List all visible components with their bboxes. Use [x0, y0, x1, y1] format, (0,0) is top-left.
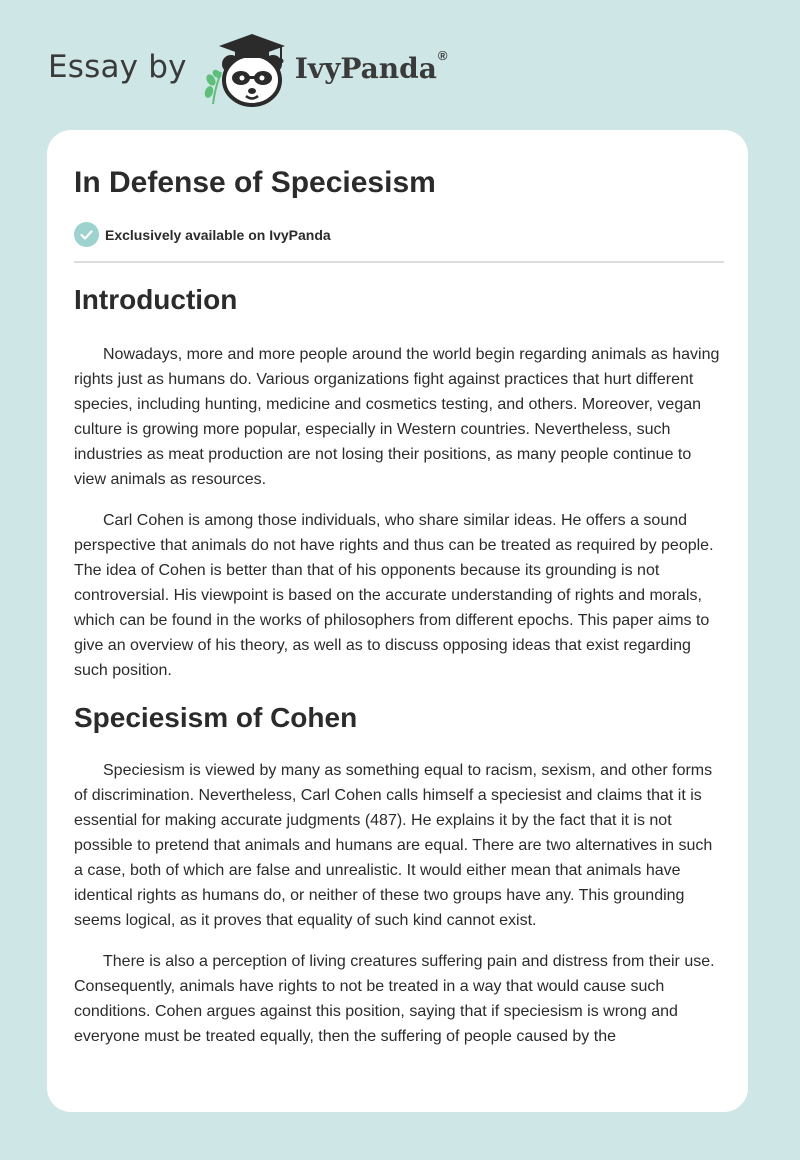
check-circle-icon — [74, 222, 99, 247]
essay-body — [74, 283, 724, 1065]
panda-graduate-logo-icon[interactable] — [201, 30, 293, 110]
paragraph: Carl Cohen is among those individuals, who share similar ideas. He offers a sound perspective that animals do not have rights and thus can be treated as required by people. The idea of Cohen is better than that of his opponents because its grounding is not controversial. His viewpoint is based on the accurate understanding of rights and morals, which can be found in the works of philosophers from different epochs. This paper aims to give an overview of his theory, as well as to discuss opposing ideas that exist regarding such position. — [74, 512, 714, 679]
paragraph: Speciesism is viewed by many as something equal to racism, sexism, and other forms of discrimination. Nevertheless, Carl Cohen calls himself a speciesist and claims that it is essential for making accurate judgments (487). He explains it by the fact that it is not possible to pretend that animals and humans are equal. There are two alternatives in such a case, both of which are false and unrealistic. It would either mean that animals have identical rights as humans do, or neither of these two groups have any. This grounding seems logical, as it proves that equality of such kind cannot exist. — [74, 762, 713, 929]
exclusive-badge-label: Exclusively available on IvyPanda — [105, 226, 331, 243]
paragraph: There is also a perception of living creatures suffering pain and distress from their use. Consequently, animals have rights to not be treated in a way that would cause such conditions. Cohen argues against this position, saying that if speciesism is wrong and everyone must be treated equally, then the suffering of people caused by the — [74, 953, 715, 1045]
essay-by-label: Essay by — [48, 49, 187, 85]
section-heading: Speciesism of Cohen — [74, 702, 358, 733]
essay-card — [47, 130, 748, 1112]
section-introduction — [74, 283, 724, 683]
paragraph: Nowadays, more and more people around the world begin regarding animals as having rights just as humans do. Various organizations fight against practices that hurt different species, including hunting, medicine and cosmetics testing, and others. Moreover, vegan culture is growing more popular, especially in Western countries. Nevertheless, such industries as meat production are not losing their positions, as many people continue to view animals as resources. — [74, 346, 720, 488]
section-speciesism-of-cohen — [74, 701, 724, 1049]
ivypanda-brand[interactable]: IvyPanda® — [294, 47, 448, 85]
exclusive-badge — [74, 222, 331, 247]
title-divider — [74, 261, 724, 263]
section-heading: Introduction — [74, 284, 238, 315]
essay-title: In Defense of Speciesism — [74, 166, 436, 199]
site-header — [48, 30, 447, 110]
